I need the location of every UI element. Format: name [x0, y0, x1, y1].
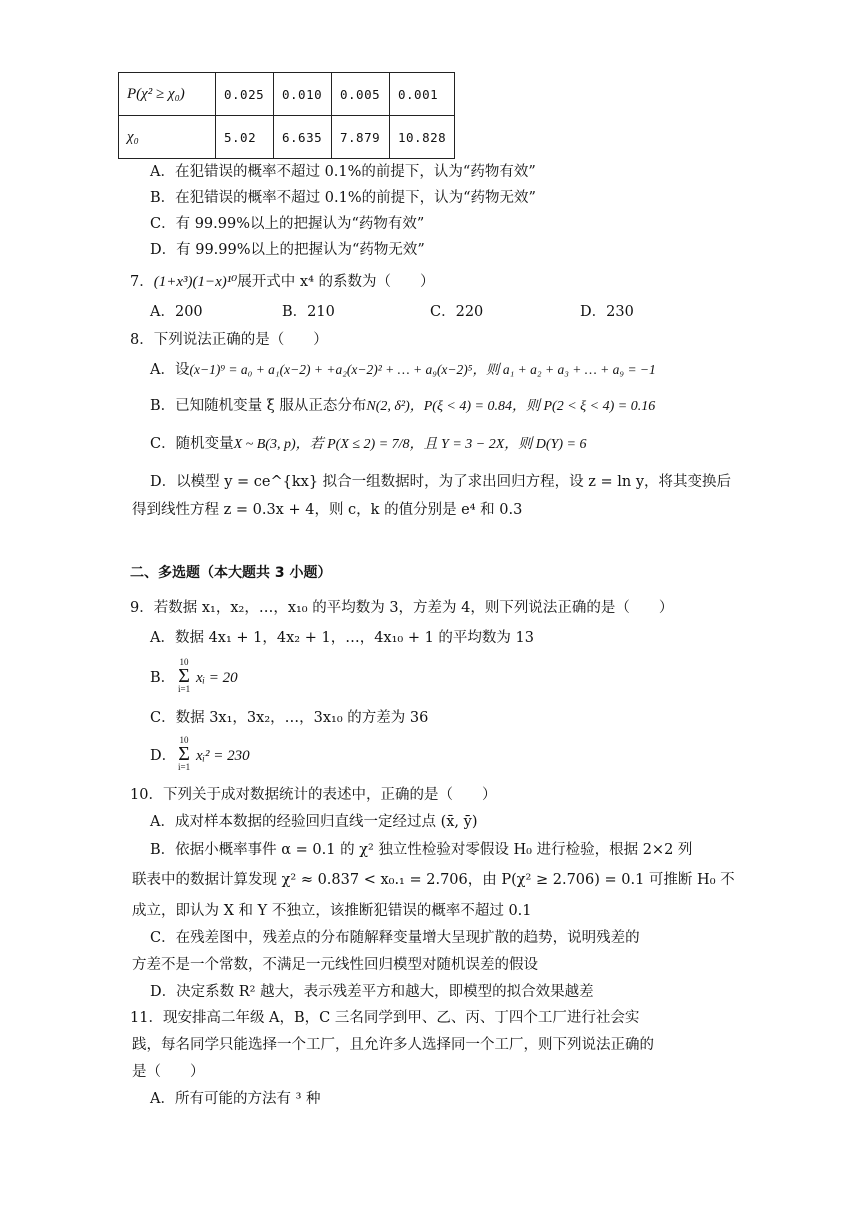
- q8-option-b: [150, 396, 655, 417]
- q8-option-b-math: N(2, δ²)，P(ξ < 4) = 0.84，则 P(2 < ξ < 4) = 0.16: [366, 399, 656, 414]
- q9-option-b-summation: [178, 658, 190, 694]
- table-cell: 0.005: [332, 73, 390, 116]
- table-cell: 10.828: [390, 116, 455, 159]
- q7-option-d: D．230: [580, 304, 634, 320]
- q6-option-b: B．在犯错误的概率不超过 0.1%的前提下，认为“药物无效”: [150, 190, 536, 206]
- q7-option-b: B．210: [282, 304, 335, 320]
- option-label: C．随机变量: [150, 436, 234, 452]
- table-cell: 0.010: [274, 73, 332, 116]
- q11-stem-line2: 践，每名同学只能选择一个工厂，且允许多人选择同一个工厂，则下列说法正确的: [132, 1037, 654, 1053]
- sum-lower-limit: i=1: [178, 762, 191, 772]
- q8-option-d-line1: D．以模型 y = ce^{kx} 拟合一组数据时，为了求出回归方程，设 z = ln y，将其变换后: [150, 474, 732, 490]
- q9-option-b-label: B．: [150, 670, 176, 686]
- q10-option-d: D．决定系数 R² 越大，表示残差平方和越大，即模型的拟合效果越差: [150, 984, 594, 1000]
- q7-expression: (1+x³)(1−x)¹⁰: [153, 274, 238, 290]
- q10-option-c-line2: 方差不是一个常数，不满足一元线性回归模型对随机误差的假设: [132, 957, 538, 973]
- q7-option-a: A．200: [150, 304, 203, 320]
- q10-option-c-line1: C．在残差图中，残差点的分布随解释变量增大呈现扩散的趋势，说明残差的: [150, 930, 640, 946]
- q8-option-a: [150, 360, 656, 380]
- q8-option-a-math: (x−1)⁹ = a₀ + a₁(x−2) + +a₂(x−2)² + … + a₉(x−2)⁵，则 a₁ + a₂ + a₃ + … + a₉ = −1: [189, 362, 656, 377]
- option-label: A．设: [150, 362, 190, 378]
- sum-upper-limit: 10: [179, 657, 189, 667]
- q6-option-c: C．有 99.99%以上的把握认为“药物有效”: [150, 216, 425, 232]
- q9-option-d-summation: [178, 736, 190, 772]
- q9-option-b-expr: xᵢ = 20: [196, 670, 238, 686]
- q9-option-c: C．数据 3x₁，3x₂，…，3x₁₀ 的方差为 36: [150, 710, 429, 726]
- q10-option-b-line3: 成立，即认为 X 和 Y 不独立，该推断犯错误的概率不超过 0.1: [132, 903, 532, 919]
- sum-upper-limit: 10: [179, 735, 189, 745]
- q6-option-a: A．在犯错误的概率不超过 0.1%的前提下，认为“药物有效”: [150, 164, 536, 180]
- q8-option-c: [150, 434, 586, 455]
- q8-option-d-line2: 得到线性方程 z = 0.3x + 4，则 c，k 的值分别是 e⁴ 和 0.3: [132, 502, 523, 518]
- section-heading: 二、多选题（本大题共 3 小题）: [130, 565, 332, 581]
- table-header-cell: χ₀: [119, 116, 216, 159]
- q11-stem-line3: 是（ ）: [132, 1064, 205, 1080]
- sum-lower-limit: i=1: [178, 684, 191, 694]
- critical-value-table: [118, 72, 455, 159]
- table-row: [119, 73, 455, 116]
- table-cell: 7.879: [332, 116, 390, 159]
- q11-stem-line1: 11．现安排高二年级 A，B，C 三名同学到甲、乙、丙、丁四个工厂进行社会实: [130, 1010, 640, 1026]
- q11-option-a: A．所有可能的方法有 ³ 种: [150, 1091, 321, 1107]
- table-row: [119, 116, 455, 159]
- table-cell: 0.001: [390, 73, 455, 116]
- q9-option-a: A．数据 4x₁ + 1，4x₂ + 1，…，4x₁₀ + 1 的平均数为 13: [150, 630, 534, 646]
- q8-option-c-math: X ~ B(3, p)，若 P(X ≤ 2) = 7/8，且 Y = 3 − 2X，则 D(Y) = 6: [233, 437, 587, 452]
- q9-stem: 9．若数据 x₁，x₂，…，x₁₀ 的平均数为 3，方差为 4，则下列说法正确的是（ ）: [130, 600, 674, 616]
- q6-option-d: D．有 99.99%以上的把握认为“药物无效”: [150, 242, 425, 258]
- table-cell: 5.02: [216, 116, 274, 159]
- sigma-symbol: Σ: [178, 743, 190, 765]
- q10-stem: 10．下列关于成对数据统计的表述中，正确的是（ ）: [130, 787, 497, 803]
- q7-option-c: C．220: [430, 304, 484, 320]
- q7-stem-text: 展开式中 x⁴ 的系数为（ ）: [237, 274, 435, 290]
- q9-option-d-label: D．: [150, 748, 177, 764]
- question-number: 7．: [130, 274, 154, 290]
- q8-stem: 8．下列说法正确的是（ ）: [130, 332, 328, 348]
- q9-option-d-expr: xᵢ² = 230: [196, 748, 250, 764]
- q10-option-b-line2: 联表中的数据计算发现 χ² ≈ 0.837 < x₀.₁ = 2.706，由 P(χ² ≥ 2.706) = 0.1 可推断 H₀ 不: [132, 872, 735, 888]
- sigma-symbol: Σ: [178, 665, 190, 687]
- table-cell: 0.025: [216, 73, 274, 116]
- q10-option-a: A．成对样本数据的经验回归直线一定经过点 (x̄, ȳ): [150, 814, 478, 830]
- table-cell: 6.635: [274, 116, 332, 159]
- option-label: B．已知随机变量 ξ 服从正态分布: [150, 398, 367, 414]
- q7-stem: [130, 272, 435, 292]
- table-header-cell: P(χ² ≥ χ₀): [119, 73, 216, 116]
- q10-option-b-line1: B．依据小概率事件 α = 0.1 的 χ² 独立性检验对零假设 H₀ 进行检验，根据 2×2 列: [150, 842, 693, 858]
